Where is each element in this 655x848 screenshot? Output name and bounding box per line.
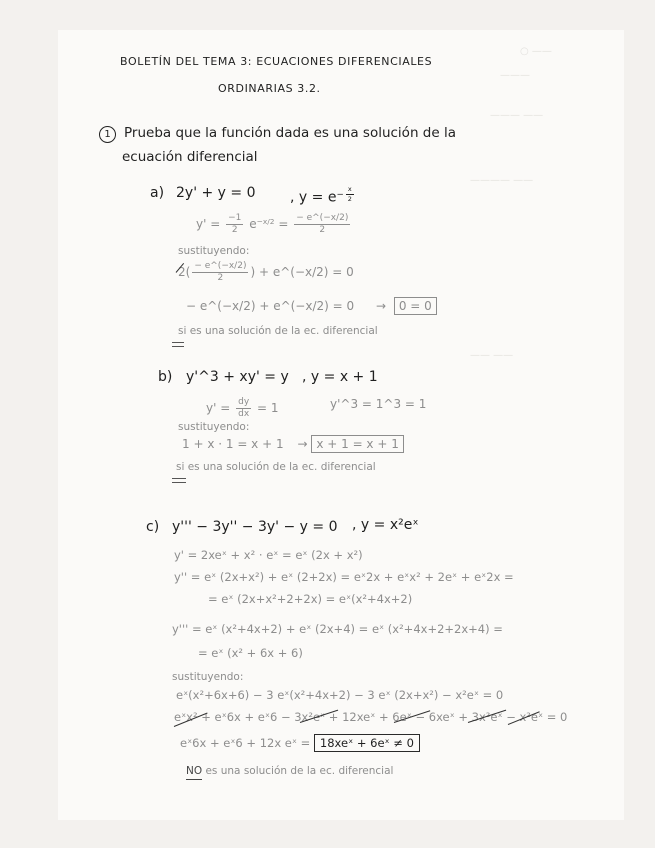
part-a-deriv-exp: −x/2 (256, 216, 275, 226)
part-a-result-box: 0 = 0 (394, 297, 437, 315)
part-a-deriv-equals: = (278, 217, 289, 231)
part-c-final-lhs: eˣ6x + eˣ6 + 12x eˣ = (180, 736, 311, 750)
part-b-deriv-den: dx (238, 409, 250, 419)
part-c-line-4: y''' = eˣ (x²+4x+2) + eˣ (2x+4) = eˣ (x²+4x+2+2x+4) = (172, 622, 503, 636)
header-title-line1: BOLETÍN DEL TEMA 3: ECUACIONES DIFERENCIALES (120, 55, 433, 68)
header-title-line2: ORDINARIAS 3.2. (218, 82, 321, 95)
part-c-no-underline (186, 779, 202, 780)
part-b-equation: y'^3 + xy' = y (186, 369, 289, 385)
part-b-subst-text: 1 + x · 1 = x + 1 (182, 437, 284, 451)
part-b-deriv-num: dy (238, 397, 250, 407)
part-a-deriv-frac2-num: − e^(−x/2) (296, 213, 349, 223)
part-a-deriv-frac2-den: 2 (319, 225, 326, 235)
part-a-exp-num: x (347, 185, 352, 193)
part-c-subst-line-2: eˣx² + eˣ6x + eˣ6 − 3x²eˣ + 12xeˣ + 6eˣ − 6xeˣ + 3x²eˣ − x²eˣ = 0 (174, 710, 568, 724)
part-a-deriv-e: e (249, 217, 257, 231)
part-c-function: , y = x²eˣ (352, 517, 419, 533)
part-a-arrow: → (375, 299, 387, 313)
part-a-subst-frac-den: 2 (217, 273, 224, 283)
exercise-prompt-line2: ecuación diferencial (122, 149, 258, 165)
part-a-function-lhs: , y = e (290, 189, 337, 206)
part-a-subst-line2-text: − e^(−x/2) + e^(−x/2) = 0 (186, 299, 355, 313)
part-c-line-1: y' = 2xeˣ + x² · eˣ = eˣ (2x + x²) (174, 548, 363, 562)
part-b-deriv-lhs: y' = (206, 401, 231, 415)
part-c-label: c) (146, 519, 160, 535)
part-b-function: , y = x + 1 (302, 369, 378, 385)
part-c-result-box: 18xeˣ + 6eˣ ≠ 0 (314, 734, 420, 752)
part-b-result-box: x + 1 = x + 1 (311, 435, 404, 453)
part-a-label: a) (150, 185, 165, 201)
part-a-subst-line1: 2 ( $\frac{- e\^{}(-x/2)}{2}$ ) + e^(−x/2) = 0 (178, 262, 354, 283)
exercise-number-circle: 1 (99, 126, 116, 143)
part-a-conclusion: si es una solución de la ec. diferencial (178, 325, 378, 337)
part-a-subst-line1-rest: + e^(−x/2) = 0 (258, 265, 354, 279)
bleed-through-mark: ———— —— (470, 175, 534, 186)
part-c-equation: y''' − 3y'' − 3y' − y = 0 (172, 519, 338, 535)
part-c-conclusion (186, 766, 393, 777)
part-c-subst-label: sustituyendo: (172, 671, 244, 683)
part-a-subst-line2 (186, 300, 437, 312)
part-a-double-underline (172, 342, 184, 347)
part-b-cube: y'^3 = 1^3 = 1 (330, 397, 427, 411)
bleed-through-mark: ——— (500, 70, 530, 81)
bleed-through-mark: ○ —— (520, 46, 552, 57)
part-c-conclusion-no: NO (186, 765, 203, 777)
part-a-struck-2: 2 (178, 265, 186, 279)
part-b-double-underline (172, 478, 186, 483)
part-c-line-2: y'' = eˣ (2x+x²) + eˣ (2+2x) = eˣ2x + eˣx² + 2eˣ + eˣ2x = (174, 570, 514, 584)
part-b-subst-label: sustituyendo: (178, 421, 250, 433)
bleed-through-mark: —— —— (470, 350, 514, 361)
part-c-final-line (180, 738, 420, 750)
part-c-subst-line-1: eˣ(x²+6x+6) − 3 eˣ(x²+4x+2) − 3 eˣ (2x+x²) − x²eˣ = 0 (176, 688, 504, 702)
part-b-conclusion: si es una solución de la ec. diferencial (176, 461, 376, 473)
part-b-deriv-value: = 1 (256, 401, 279, 415)
part-a-deriv-frac1-den: 2 (231, 225, 238, 235)
part-b-label: b) (158, 369, 173, 385)
part-a-derivative (196, 214, 352, 235)
part-a-deriv-frac1-num: −1 (228, 213, 242, 223)
part-c-line-5: = eˣ (x² + 6x + 6) (198, 646, 303, 660)
part-b-arrow: → (297, 437, 308, 451)
part-a-exp-den: 2 (347, 194, 352, 203)
part-a-subst-frac-num: − e^(−x/2) (194, 261, 247, 271)
part-b-subst-line (182, 438, 404, 450)
part-a-subst-label: sustituyendo: (178, 245, 250, 257)
part-a-equation: 2y' + y = 0 (176, 185, 256, 201)
part-c-conclusion-text: es una solución de la ec. diferencial (205, 765, 394, 777)
part-c-line-3: = eˣ (2x+x²+2+2x) = eˣ(x²+4x+2) (208, 592, 413, 606)
exercise-prompt-line1: Prueba que la función dada es una solución de la (124, 125, 456, 141)
part-a-function: , $y = e^{- \frac{x}{2}}$ (290, 185, 352, 206)
part-a-deriv-lhs: y' = (196, 217, 221, 231)
bleed-through-mark: ——— —— (490, 110, 544, 121)
part-b-derivative (206, 398, 279, 419)
